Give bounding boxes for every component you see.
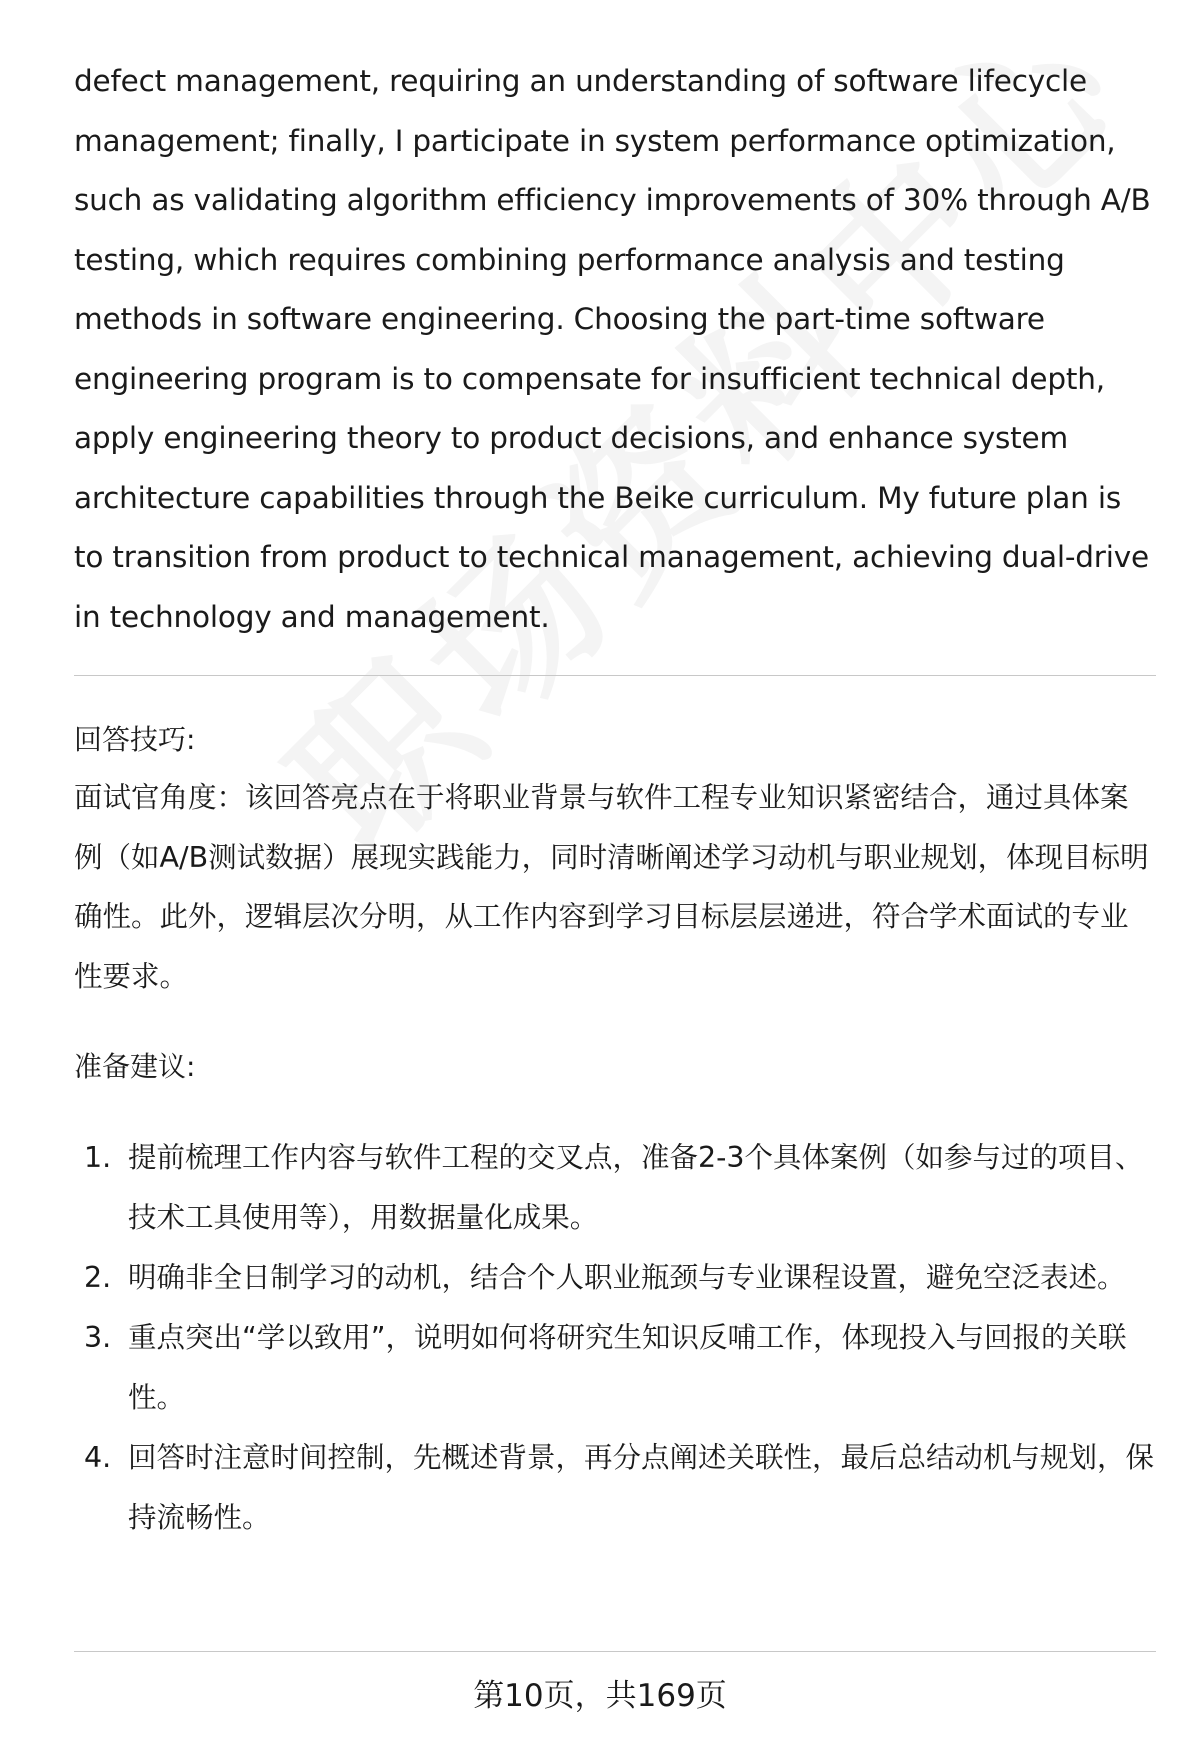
divider-top <box>74 675 1156 676</box>
body-paragraph: defect management, requiring an understanding of software lifecycle management; finally, I participate in system performance optimization, such as validating algorithm efficiency improvements of 30% through A/B testing, which requires combining performance analysis and testing methods in software engineering. Choosing the part-time software engineering program is to compensate for insufficient technical depth, apply engineering theory to product decisions, and enhance system architecture capabilities through the Beike curriculum. My future plan is to transition from product to technical management, achieving dual-drive in technology and management. <box>74 64 1151 634</box>
prep-heading: 准备建议: <box>74 1050 196 1083</box>
list-number: 4. <box>84 1441 112 1474</box>
list-number: 3. <box>84 1321 112 1354</box>
page-number: 第10页，共169页 <box>473 1678 727 1714</box>
interviewer-perspective: 面试官角度：该回答亮点在于将职业背景与软件工程专业知识紧密结合，通过具体案例（如A/B测试数据）展现实践能力，同时清晰阐述学习动机与职业规划，体现目标明确性。此外，逻辑层次分明，从工作内容到学习目标层层递进，符合学术面试的专业性要求。 <box>74 781 1149 993</box>
list-item <box>74 1428 1156 1548</box>
list-item <box>74 1128 1156 1248</box>
prep-list <box>74 1128 1156 1548</box>
list-item-text: 重点突出“学以致用”，说明如何将研究生知识反哺工作，体现投入与回报的关联性。 <box>128 1321 1127 1414</box>
list-item-text: 明确非全日制学习的动机，结合个人职业瓶颈与专业课程设置，避免空泛表述。 <box>128 1261 1126 1294</box>
divider-bottom <box>74 1651 1156 1652</box>
list-item-text: 提前梳理工作内容与软件工程的交叉点，准备2-3个具体案例（如参与过的项目、技术工具使用等），用数据量化成果。 <box>128 1141 1144 1234</box>
list-item <box>74 1248 1156 1308</box>
list-number: 1. <box>84 1141 112 1174</box>
list-number: 2. <box>84 1261 112 1294</box>
list-item-text: 回答时注意时间控制，先概述背景，再分点阐述关联性，最后总结动机与规划，保持流畅性。 <box>128 1441 1155 1534</box>
list-item <box>74 1308 1156 1428</box>
tips-heading: 回答技巧: <box>74 723 196 756</box>
